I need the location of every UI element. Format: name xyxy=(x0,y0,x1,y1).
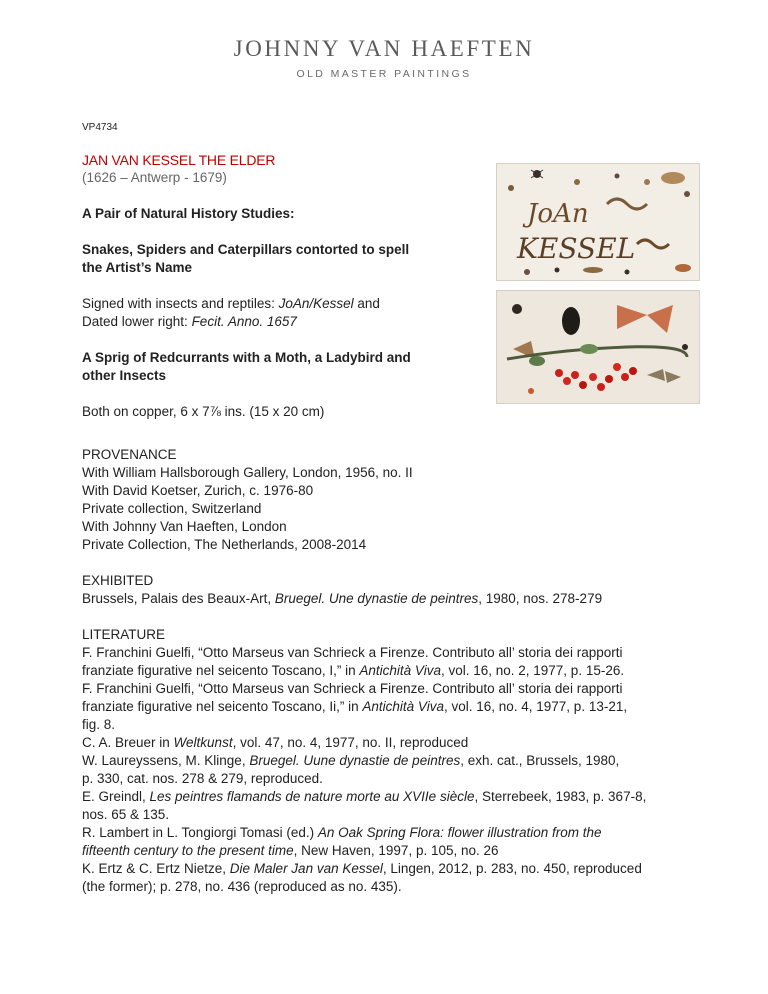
literature-entry: W. Laureyssens, M. Klinge, Bruegel. Uune dynastie de peintres, exh. cat., Brussels, 1980, xyxy=(82,753,620,768)
literature-entry: franziate figurative nel seicento Toscano, I,” in Antichità Viva, vol. 16, no. 2, 1977, p. 15-26. xyxy=(82,663,625,678)
provenance-item: Private Collection, The Netherlands, 2008-2014 xyxy=(82,537,367,552)
literature-entry: fifteenth century to the present time, New Haven, 1997, p. 105, no. 26 xyxy=(82,843,499,858)
literature-section xyxy=(82,626,702,896)
literature-entry: p. 330, cat. nos. 278 & 279, reproduced. xyxy=(82,771,323,786)
painting-name-study-illustration xyxy=(497,164,699,280)
literature-entry: F. Franchini Guelfi, “Otto Marseus van Schrieck a Firenze. Contributo all’ storia dei rapporti xyxy=(82,681,623,696)
literature-title: LITERATURE xyxy=(82,627,166,642)
literature-entry: C. A. Breuer in Weltkunst, vol. 47, no. 4, 1977, no. II, reproduced xyxy=(82,735,469,750)
provenance-title: PROVENANCE xyxy=(82,447,177,462)
letterhead xyxy=(0,36,768,80)
pair-title: A Pair of Natural History Studies: xyxy=(82,206,295,221)
literature-entry: K. Ertz & C. Ertz Nietze, Die Maler Jan van Kessel, Lingen, 2012, p. 283, no. 450, reproduced xyxy=(82,861,642,876)
provenance-item: With David Koetser, Zurich, c. 1976-80 xyxy=(82,483,314,498)
provenance-item: With William Hallsborough Gallery, London, 1956, no. II xyxy=(82,465,413,480)
date-line: Dated lower right: Fecit. Anno. 1657 xyxy=(82,314,297,329)
painting-redcurrants-illustration xyxy=(497,291,699,403)
exhibited-title: EXHIBITED xyxy=(82,573,154,588)
artwork-summary xyxy=(82,151,482,421)
painting-letters-top: JoAn xyxy=(527,199,589,229)
medium-dimensions: Both on copper, 6 x 7⅞ ins. (15 x 20 cm) xyxy=(82,404,325,419)
painting-letters-bottom: KESSEL xyxy=(517,232,636,265)
exhibition-entry: Brussels, Palais des Beaux-Art, Bruegel. Une dynastie de peintres, 1980, nos. 278-279 xyxy=(82,591,603,606)
literature-entry: nos. 65 & 135. xyxy=(82,807,170,822)
brand-name: JOHNNY VAN HAEFTEN xyxy=(233,36,535,61)
literature-entry: E. Greindl, Les peintres flamands de nature morte au XVIIe siècle, Sterrebeek, 1983, p. 367-8, xyxy=(82,789,647,804)
work2-title-line2: other Insects xyxy=(82,368,167,383)
painting-image-redcurrants xyxy=(496,290,700,404)
brand-tagline: OLD MASTER PAINTINGS xyxy=(296,68,472,80)
provenance-section xyxy=(82,446,702,554)
painting-image-name-study xyxy=(496,163,700,281)
literature-entry: F. Franchini Guelfi, “Otto Marseus van Schrieck a Firenze. Contributo all’ storia dei rapporti xyxy=(82,645,623,660)
literature-entry: (the former); p. 278, no. 436 (reproduced as no. 435). xyxy=(82,879,402,894)
literature-entry: fig. 8. xyxy=(82,717,116,732)
documentation xyxy=(82,446,702,914)
provenance-item: Private collection, Switzerland xyxy=(82,501,262,516)
artist-name: JAN VAN KESSEL THE ELDER xyxy=(82,152,276,168)
literature-entry: franziate figurative nel seicento Toscano, Ii,” in Antichità Viva, vol. 16, no. 4, 1977, p. 13-21, xyxy=(82,699,628,714)
literature-entry: R. Lambert in L. Tongiorgi Tomasi (ed.) An Oak Spring Flora: flower illustration from the xyxy=(82,825,602,840)
reference-number: VP4734 xyxy=(82,122,118,133)
artist-dates: (1626 – Antwerp - 1679) xyxy=(82,170,227,185)
work2-title-line1: A Sprig of Redcurrants with a Moth, a Ladybird and xyxy=(82,350,411,365)
exhibited-section xyxy=(82,572,702,608)
work1-title-line1: Snakes, Spiders and Caterpillars contorted to spell xyxy=(82,242,410,257)
work1-title-line2: the Artist’s Name xyxy=(82,260,193,275)
signature-line: Signed with insects and reptiles: JoAn/Kessel and xyxy=(82,296,380,311)
provenance-item: With Johnny Van Haeften, London xyxy=(82,519,287,534)
